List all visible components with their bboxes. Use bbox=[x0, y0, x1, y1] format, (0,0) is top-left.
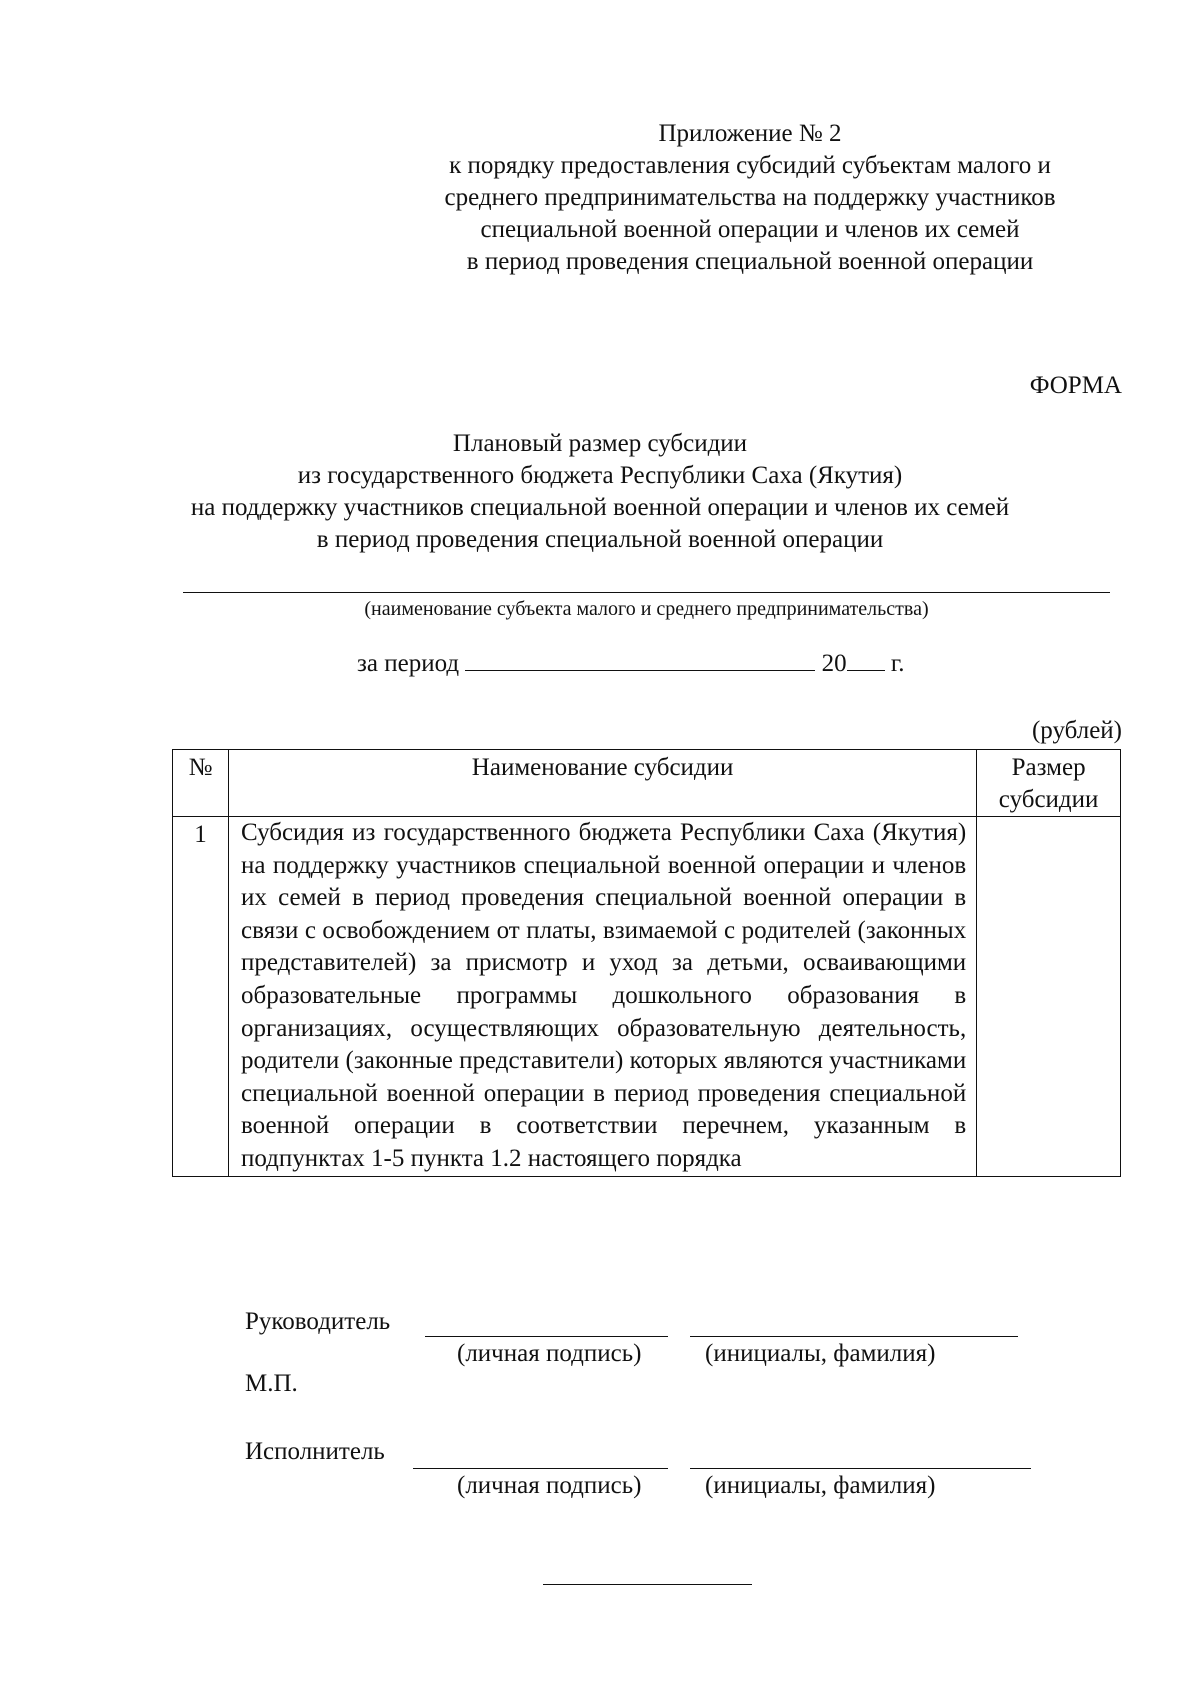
appendix-line: среднего предпринимательства на поддержку участников bbox=[444, 184, 1056, 211]
units-label: (рублей) bbox=[1031, 717, 1122, 744]
table-header-row bbox=[173, 750, 1121, 817]
header-amount-line: субсидии bbox=[998, 786, 1099, 813]
appendix-line: Приложение № 2 bbox=[658, 120, 842, 147]
header-number: № bbox=[173, 750, 229, 817]
header-subsidy-name: Наименование субсидии bbox=[229, 750, 977, 817]
table-row bbox=[173, 817, 1121, 1177]
title-line: в период проведения специальной военной операции bbox=[316, 526, 884, 553]
form-label: ФОРМА bbox=[1029, 372, 1122, 399]
header-subsidy-amount bbox=[977, 750, 1121, 817]
row-subsidy-name: Субсидия из государственного бюджета Республики Саха (Якутия) на поддержку участников специальной военной операции и членов их семей в период проведения специальной военной операции в связи с освобождением от платы, взимаемой с родителей (законных представителей) за присмотр и уход за детьми, осваивающими образовательные программы дошкольного образования в организациях, осуществляющих образовательную деятельность, родители (законные представители) которых являются участниками специальной военной операции в период проведения специальной военной операции в соответствии перечнем, указанным в подпунктах 1-5 пункта 1.2 настоящего порядка bbox=[229, 817, 977, 1177]
header-amount-line: Размер bbox=[1011, 754, 1086, 781]
executor-label: Исполнитель bbox=[245, 1438, 385, 1465]
executor-name-blank[interactable] bbox=[690, 1468, 1031, 1469]
head-label: Руководитель bbox=[245, 1308, 391, 1335]
entity-name-blank-line[interactable] bbox=[183, 592, 1110, 593]
title-line: на поддержку участников специальной военной операции и членов их семей bbox=[190, 494, 1010, 521]
document-title bbox=[150, 428, 1050, 556]
appendix-line: к порядку предоставления субсидий субъектам малого и bbox=[449, 152, 1051, 179]
row-subsidy-amount[interactable] bbox=[977, 817, 1121, 1177]
period-year-prefix: 20 bbox=[821, 650, 847, 677]
period-line bbox=[357, 648, 905, 680]
head-name-blank[interactable] bbox=[690, 1336, 1018, 1337]
period-year-suffix: г. bbox=[890, 650, 905, 677]
executor-signature-caption: (личная подпись) bbox=[457, 1472, 642, 1499]
stamp-label: М.П. bbox=[245, 1370, 298, 1397]
period-year-blank[interactable] bbox=[847, 648, 885, 671]
executor-signature-blank[interactable] bbox=[413, 1468, 668, 1469]
head-signature-caption: (личная подпись) bbox=[457, 1340, 642, 1367]
title-line: Плановый размер субсидии bbox=[452, 430, 748, 457]
appendix-line: в период проведения специальной военной операции bbox=[466, 248, 1034, 275]
appendix-line: специальной военной операции и членов их семей bbox=[480, 216, 1020, 243]
head-signature-blank[interactable] bbox=[425, 1336, 668, 1337]
document-end-line bbox=[543, 1584, 752, 1585]
title-line: из государственного бюджета Республики Саха (Якутия) bbox=[297, 462, 903, 489]
head-name-caption: (инициалы, фамилия) bbox=[705, 1340, 936, 1367]
executor-name-caption: (инициалы, фамилия) bbox=[705, 1472, 936, 1499]
appendix-header bbox=[400, 118, 1100, 278]
period-blank[interactable] bbox=[465, 648, 815, 671]
period-prefix: за период bbox=[357, 650, 460, 677]
row-number: 1 bbox=[173, 817, 229, 1177]
subsidy-table bbox=[172, 749, 1121, 1177]
entity-name-caption: (наименование субъекта малого и среднего предпринимательства) bbox=[364, 598, 929, 620]
